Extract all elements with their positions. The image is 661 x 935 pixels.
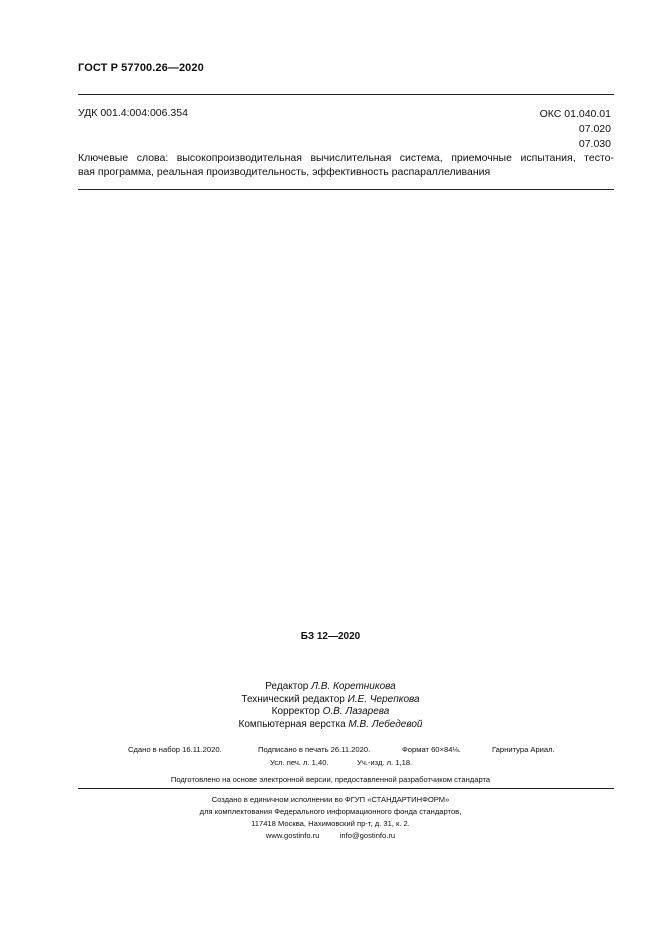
standard-number: ГОСТ Р 57700.26—2020 (78, 62, 204, 74)
oks-codes (540, 107, 611, 152)
keywords (78, 152, 614, 179)
keywords-line-2: вая программа, реальная производительность, эффективность распараллеливания (78, 165, 491, 178)
staff-layout: Компьютерная верстка М.В. Лебедевой (238, 718, 423, 730)
publisher-address: 117418 Москва, Нахимовский пр-т, д. 31, к. 2. (251, 819, 410, 828)
publisher-sheets: Уч.-изд. л. 1,18. (357, 758, 413, 767)
staff-editor: Редактор Л.В. Коретникова (265, 681, 396, 692)
publisher-website[interactable]: www.gostinfo.ru (265, 831, 320, 840)
publisher-line-1: Создано в единичном исполнении во ФГУП «СТАНДАРТИНФОРМ» (211, 795, 450, 804)
print-sheets: Усл. печ. л. 1,40. (270, 758, 329, 767)
keywords-line-1: Ключевые слова: высокопроизводительная вычислительная система, приемочные испытания, тесто- (78, 152, 614, 164)
prepared-note: Подготовлено на основе электронной версии, предоставленной разработчиком стандарта (170, 775, 491, 784)
print-submitted: Сдано в набор 16.11.2020. (128, 745, 222, 754)
publisher-line-2: для комплектования Федерального информационного фонда стандартов, (199, 807, 462, 816)
oks-code-2: 07.020 (578, 123, 611, 135)
oks-code-3: 07.030 (578, 138, 611, 150)
print-format: Формат 60×84⅛. (402, 745, 461, 754)
bottom-divider (78, 788, 614, 789)
staff-tech-editor: Технический редактор И.Е. Черепкова (241, 693, 420, 705)
staff-corrector: Корректор О.В. Лазарева (271, 706, 390, 717)
publisher-contacts (0, 831, 661, 840)
top-divider (78, 94, 614, 95)
print-typeface: Гарнитура Ариал. (492, 745, 555, 754)
publisher-email[interactable]: info@gostinfo.ru (339, 831, 396, 840)
keywords-divider (78, 189, 614, 190)
print-signed: Подписано в печать 26.11.2020. (258, 745, 371, 754)
oks-code-1: ОКС 01.040.01 (539, 108, 611, 120)
udk-code: УДК 001.4:004:006.354 (78, 107, 188, 119)
bz-number: БЗ 12—2020 (300, 631, 361, 642)
editorial-staff (0, 681, 661, 731)
